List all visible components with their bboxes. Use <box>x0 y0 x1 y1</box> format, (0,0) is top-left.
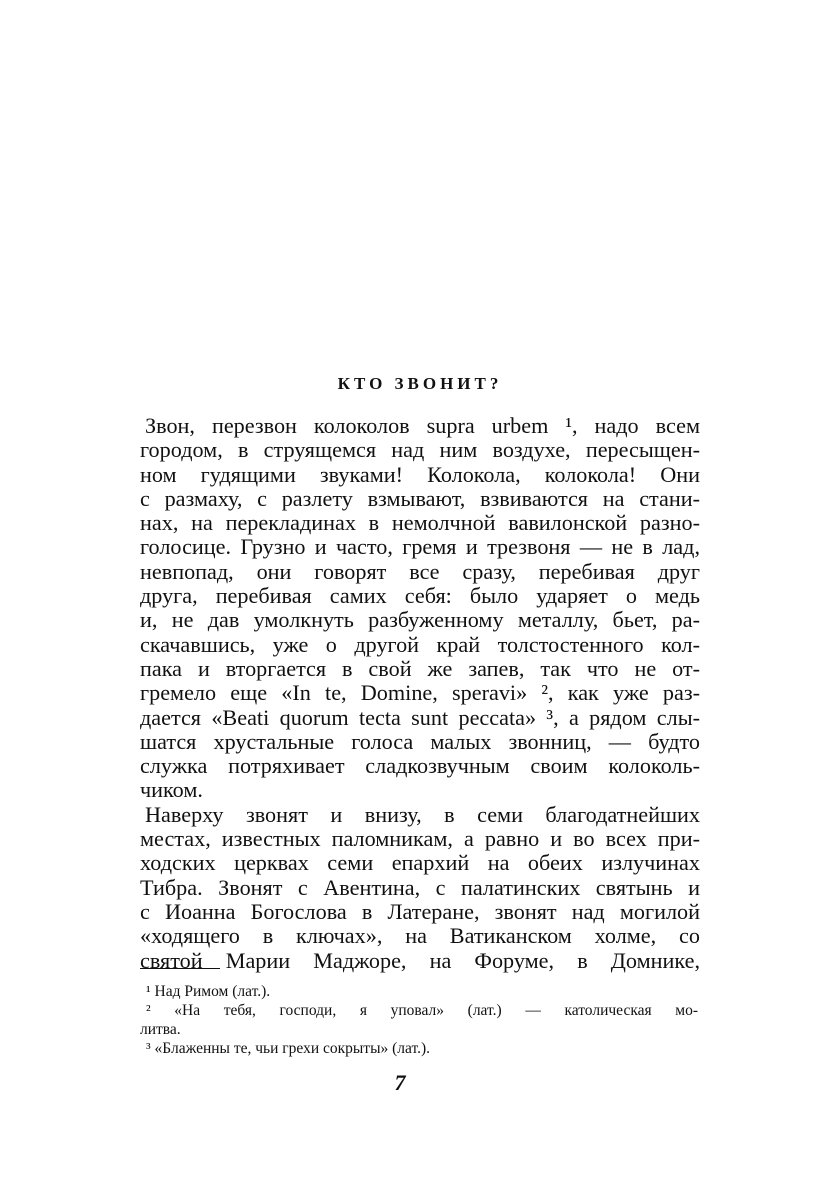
text-line: святой Марии Маджоре, на Форуме, в Домнике, <box>140 947 700 973</box>
text-line: гремело еще «In te, Domine, speravi» ², как уже раз- <box>140 680 700 706</box>
text-line: с Иоанна Богослова в Латеране, звонят над могилой <box>140 898 700 924</box>
chapter-title: КТО ЗВОНИТ? <box>337 374 503 393</box>
text-line: пака и вторгается в свой же запев, так что не от- <box>140 655 700 681</box>
text-line: чиком. <box>140 777 203 803</box>
footnote-1: ¹ Над Римом (лат.). <box>146 983 271 1000</box>
page-number: 7 <box>394 1070 406 1095</box>
paragraph-2 <box>140 803 700 973</box>
text-line: Наверху звонят и внизу, в семи благодатнейших <box>145 801 700 827</box>
text-line: дается «Beati quorum tecta sunt peccata» ³, а рядом слы- <box>140 704 700 730</box>
text-line: Звон, перезвон колоколов supra urbem ¹, надо всем <box>145 413 700 438</box>
text-line: шатся хрустальные голоса малых звонниц, — будто <box>140 728 700 754</box>
text-line: ном гудящими звуками! Колокола, колокола! Они <box>140 461 700 487</box>
text-line: скачавшись, уже о другой край толстостенного кол- <box>140 631 700 657</box>
text-line: местах, известных паломникам, а равно и во всех при- <box>140 826 700 852</box>
text-line: невпопад, они говорят все сразу, перебивая друг <box>140 558 700 584</box>
text-line: нах, на перекладинах в немолчной вавилонской разно- <box>140 510 700 536</box>
footnote-2-continuation: литва. <box>140 1021 181 1038</box>
text-line: голосице. Грузно и часто, гремя и трезвоня — не в лад, <box>140 534 700 560</box>
text-line: городом, в струящемся над ним воздухе, пересыщен- <box>140 437 700 463</box>
footnote-divider <box>140 968 220 969</box>
text-line: «ходящего в ключах», на Ватиканском холме, со <box>140 923 700 949</box>
text-line: и, не дав умолкнуть разбуженному металлу, бьет, ра- <box>140 607 700 633</box>
text-line: Тибра. Звонят с Авентина, с палатинских святынь и <box>140 874 700 900</box>
footnote-3: ³ «Блаженны те, чьи грехи сокрыты» (лат.). <box>146 1040 431 1057</box>
text-line: служка потряхивает сладкозвучным своим колоколь- <box>140 753 700 779</box>
text-line: друга, перебивая самих себя: было ударяет о медь <box>140 583 700 609</box>
paragraph-1 <box>140 414 700 803</box>
footnotes <box>140 982 698 1058</box>
text-line: с размаху, с разлету взмывают, взвиваются на стани- <box>140 485 700 511</box>
body-text <box>140 414 700 973</box>
text-line: ходских церквах семи епархий на обеих излучинах <box>140 850 700 876</box>
footnote-2: ² «На тебя, господи, я уповал» (лат.) — католическая мо- <box>146 1002 698 1019</box>
